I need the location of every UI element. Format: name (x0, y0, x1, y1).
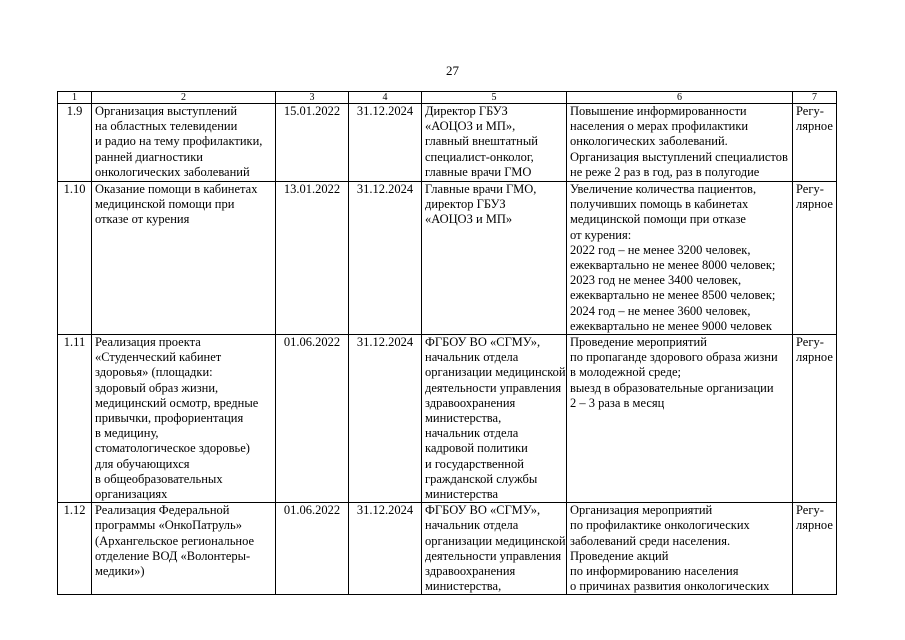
responsible-cell-line: начальник отдела (425, 350, 519, 365)
responsible-cell-line: главный внештатный (425, 134, 538, 149)
event-cell-line: медики») (95, 564, 145, 579)
result-cell-line: онкологических заболеваний. (570, 134, 728, 149)
event-cell-line: медицинской помощи при (95, 197, 235, 212)
result-cell-line: 2024 год – не менее 3600 человек, (570, 303, 751, 318)
responsible-cell-line: организации медицинской (425, 365, 566, 380)
responsible-cell-line: «АОЦОЗ и МП», (425, 119, 516, 134)
result-cell-line: Организация мероприятий (570, 503, 713, 518)
responsible-cell-line: директор ГБУЗ (425, 197, 506, 212)
start-date-cell: 13.01.2022 (276, 182, 349, 335)
responsible-cell (422, 104, 567, 182)
event-cell (92, 503, 276, 595)
column-number: 5 (422, 92, 567, 104)
event-cell-line: здоровый образ жизни, (95, 380, 219, 395)
column-number-row (58, 92, 837, 104)
item-number-cell: 1.10 (58, 182, 92, 335)
result-cell-line: ежеквартально не менее 8000 человек; (570, 258, 776, 273)
event-cell-line: «Студенческий кабинет (95, 350, 222, 365)
event-cell-line: в медицину, (95, 426, 159, 441)
responsible-cell (422, 503, 567, 595)
event-cell-line: стоматологическое здоровье) (95, 441, 250, 456)
result-cell-line: выезд в образовательные организации (570, 380, 774, 395)
end-date-cell: 31.12.2024 (349, 104, 422, 182)
result-cell-line: не реже 2 раз в год, раз в полугодие (570, 164, 760, 179)
column-number: 7 (793, 92, 837, 104)
responsible-cell-line: ФГБОУ ВО «СГМУ», (425, 503, 541, 518)
result-cell-line: заболеваний среди населения. (570, 533, 731, 548)
responsible-cell (422, 335, 567, 503)
responsible-cell-line: начальник отдела (425, 518, 519, 533)
result-cell-line: Повышение информированности (570, 104, 747, 118)
end-date-cell: 31.12.2024 (349, 503, 422, 595)
result-cell-line: медицинской помощи при отказе (570, 212, 746, 227)
result-cell (567, 182, 793, 335)
table-row (58, 503, 837, 595)
frequency-cell (793, 503, 837, 595)
result-cell-line: Увеличение количества пациентов, (570, 182, 757, 196)
result-cell-line: ежеквартально не менее 9000 человек (570, 318, 772, 333)
table-row (58, 335, 837, 503)
event-cell-line: привычки, профориентация (95, 411, 244, 426)
responsible-cell (422, 182, 567, 335)
responsible-cell-line: деятельности управления (425, 380, 562, 395)
responsible-cell-line: организации медицинской (425, 533, 566, 548)
responsible-cell-line: министерства, (425, 411, 502, 426)
frequency-cell-line: Регу- (796, 182, 824, 196)
event-cell-line: Организация выступлений (95, 104, 238, 118)
frequency-cell-line: Регу- (796, 503, 824, 518)
column-number: 6 (567, 92, 793, 104)
result-cell-line: по пропаганде здорового образа жизни (570, 350, 778, 365)
frequency-cell-line: Регу- (796, 335, 824, 350)
result-cell-line: от курения: (570, 227, 632, 242)
responsible-cell-line: министерства, (425, 579, 502, 594)
event-cell-line: программы «ОнкоПатруль» (95, 518, 242, 533)
start-date-cell: 15.01.2022 (276, 104, 349, 182)
responsible-cell-line: начальник отдела (425, 426, 519, 441)
event-cell-line: Реализация проекта (95, 335, 201, 350)
result-cell-line: 2 – 3 раза в месяц (570, 395, 665, 410)
responsible-cell-line: ФГБОУ ВО «СГМУ», (425, 335, 541, 350)
event-cell-line: медицинский осмотр, вредные (95, 395, 259, 410)
start-date-cell: 01.06.2022 (276, 503, 349, 595)
column-number: 3 (276, 92, 349, 104)
result-cell-line: по профилактике онкологических (570, 518, 750, 533)
responsible-cell-line: кадровой политики (425, 441, 528, 456)
responsible-cell-line: Директор ГБУЗ (425, 104, 508, 118)
result-cell-line: 2022 год – не менее 3200 человек, (570, 242, 751, 257)
frequency-cell (793, 335, 837, 503)
column-number: 1 (58, 92, 92, 104)
event-cell-line: Реализация Федеральной (95, 503, 230, 518)
event-cell-line: онкологических заболеваний (95, 164, 250, 179)
event-cell-line: Оказание помощи в кабинетах (95, 182, 258, 196)
event-cell (92, 182, 276, 335)
responsible-cell-line: деятельности управления (425, 548, 562, 563)
event-cell-line: организациях (95, 487, 168, 502)
frequency-cell-line: Регу- (796, 104, 824, 118)
frequency-cell-line: лярное (796, 197, 833, 212)
event-cell-line: отделение ВОД «Волонтеры- (95, 548, 251, 563)
end-date-cell: 31.12.2024 (349, 335, 422, 503)
result-cell-line: Организация выступлений специалистов (570, 149, 788, 164)
event-cell-line: в общеобразовательных (95, 471, 223, 486)
table-row (58, 104, 837, 182)
result-cell-line: 2023 год не менее 3400 человек, (570, 273, 742, 288)
responsible-cell-line: и государственной (425, 456, 524, 471)
column-number: 2 (92, 92, 276, 104)
frequency-cell-line: лярное (796, 119, 833, 134)
responsible-cell-line: специалист-онколог, (425, 149, 534, 164)
event-cell (92, 104, 276, 182)
item-number-cell: 1.12 (58, 503, 92, 595)
result-cell-line: получивших помощь в кабинетах (570, 197, 749, 212)
item-number-cell: 1.9 (58, 104, 92, 182)
result-cell-line: по информированию населения (570, 564, 739, 579)
responsible-cell-line: главные врачи ГМО (425, 164, 532, 179)
end-date-cell: 31.12.2024 (349, 182, 422, 335)
frequency-cell (793, 182, 837, 335)
frequency-cell (793, 104, 837, 182)
event-cell-line: и радио на тему профилактики, (95, 134, 263, 149)
event-cell-line: отказе от курения (95, 212, 190, 227)
result-cell (567, 104, 793, 182)
event-cell-line: для обучающихся (95, 456, 190, 471)
responsible-cell-line: министерства (425, 487, 499, 502)
responsible-cell-line: «АОЦОЗ и МП» (425, 212, 513, 227)
event-cell-line: на областных телевидении (95, 119, 238, 134)
responsible-cell-line: Главные врачи ГМО, (425, 182, 537, 196)
item-number-cell: 1.11 (58, 335, 92, 503)
column-number: 4 (349, 92, 422, 104)
event-cell-line: здоровья» (площадки: (95, 365, 213, 380)
responsible-cell-line: здравоохранения (425, 564, 516, 579)
page-number: 27 (446, 63, 459, 78)
result-cell-line: ежеквартально не менее 8500 человек; (570, 288, 776, 303)
responsible-cell-line: здравоохранения (425, 395, 516, 410)
event-cell-line: ранней диагностики (95, 149, 203, 164)
result-cell-line: Проведение мероприятий (570, 335, 707, 350)
result-cell (567, 503, 793, 595)
table-row (58, 182, 837, 335)
result-cell-line: Проведение акций (570, 548, 669, 563)
start-date-cell: 01.06.2022 (276, 335, 349, 503)
event-cell-line: (Архангельское региональное (95, 533, 255, 548)
plan-table (57, 91, 837, 595)
frequency-cell-line: лярное (796, 518, 833, 533)
responsible-cell-line: гражданской службы (425, 471, 538, 486)
result-cell-line: о причинах развития онкологических (570, 579, 770, 594)
result-cell-line: в молодежной среде; (570, 365, 682, 380)
result-cell-line: населения о мерах профилактики (570, 119, 749, 134)
result-cell (567, 335, 793, 503)
event-cell (92, 335, 276, 503)
frequency-cell-line: лярное (796, 350, 833, 365)
